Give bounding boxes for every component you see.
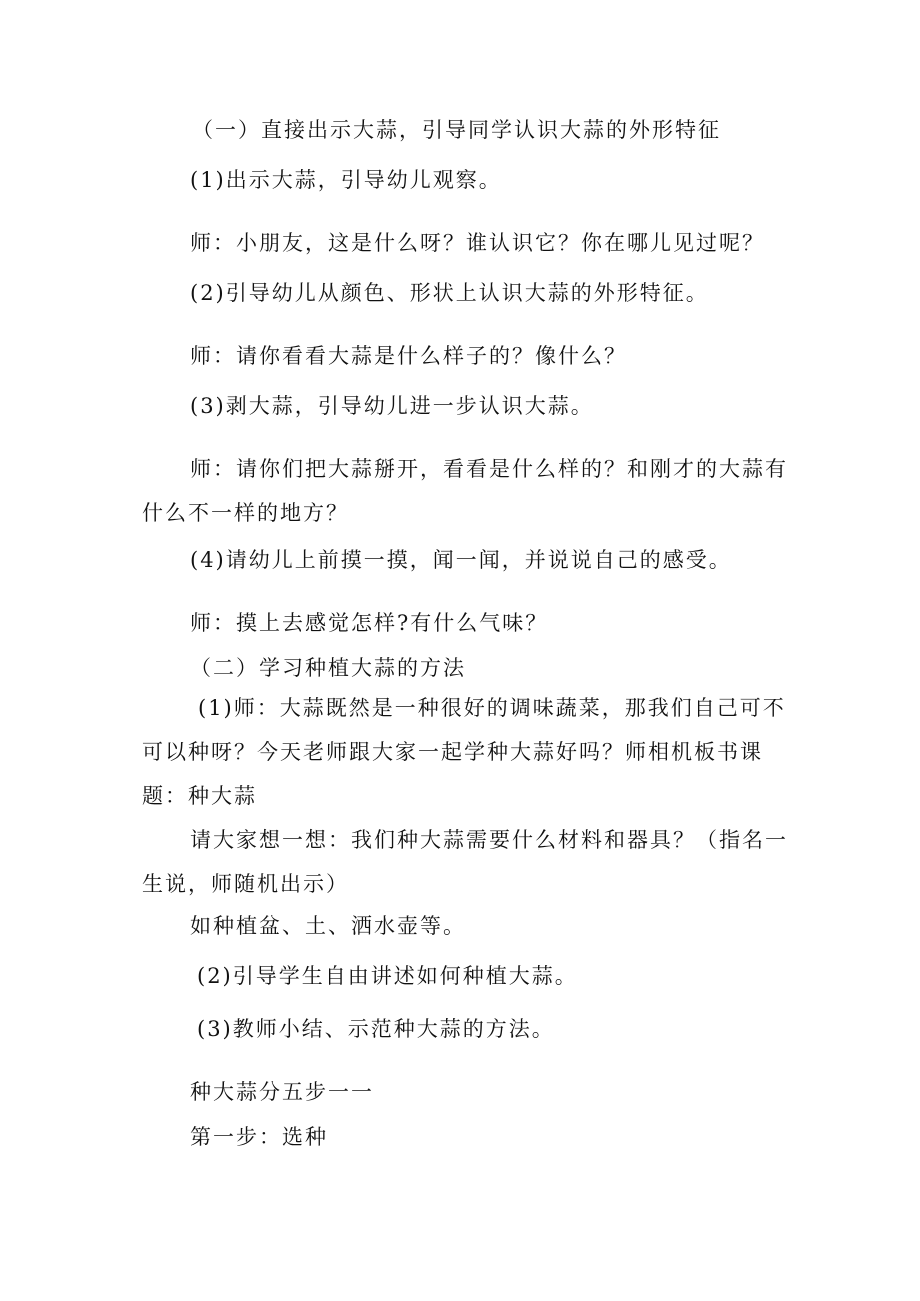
paragraph-13: (3)教师小结、示范种大蒜的方法。	[197, 1017, 555, 1041]
paragraph-6: 师：请你们把大蒜掰开，看看是什么样的？和刚才的大蒜有什么不一样的地方？	[142, 457, 788, 525]
paragraph-3: (2)引导幼儿从颜色、形状上认识大蒜的外形特征。	[190, 281, 709, 305]
section-heading-2: （二）学习种植大蒜的方法	[190, 656, 466, 680]
paragraph-1: (1)出示大蒜，引导幼儿观察。	[190, 168, 502, 192]
paragraph-5: (3)剥大蒜，引导幼儿进一步认识大蒜。	[190, 394, 594, 418]
paragraph-10: 请大家想一想：我们种大蒜需要什么材料和器具？（指名一生说，师随机出示）	[142, 828, 788, 896]
paragraph-15: 第一步：选种	[190, 1125, 328, 1149]
paragraph-7: (4)请幼儿上前摸一摸，闻一闻，并说说自己的感受。	[190, 548, 732, 572]
paragraph-11: 如种植盆、土、洒水壶等。	[190, 914, 466, 938]
paragraph-4: 师：请你看看大蒜是什么样子的？像什么？	[190, 344, 627, 368]
paragraph-14: 种大蒜分五步一一	[190, 1080, 374, 1104]
paragraph-12: (2)引导学生自由讲述如何种植大蒜。	[197, 964, 578, 988]
paragraph-9: (1)师：大蒜既然是一种很好的调味蔬菜，那我们自己可不可以种呀？今天老师跟大家一起学种大蒜好吗？师相机板书课题：种大蒜	[142, 696, 786, 808]
paragraph-2: 师：小朋友，这是什么呀？谁认识它？你在哪儿见过呢？	[190, 231, 765, 255]
paragraph-8: 师：摸上去感觉怎样?有什么气味？	[190, 611, 549, 635]
section-heading-1: （一）直接出示大蒜，引导同学认识大蒜的外形特征	[192, 118, 721, 142]
